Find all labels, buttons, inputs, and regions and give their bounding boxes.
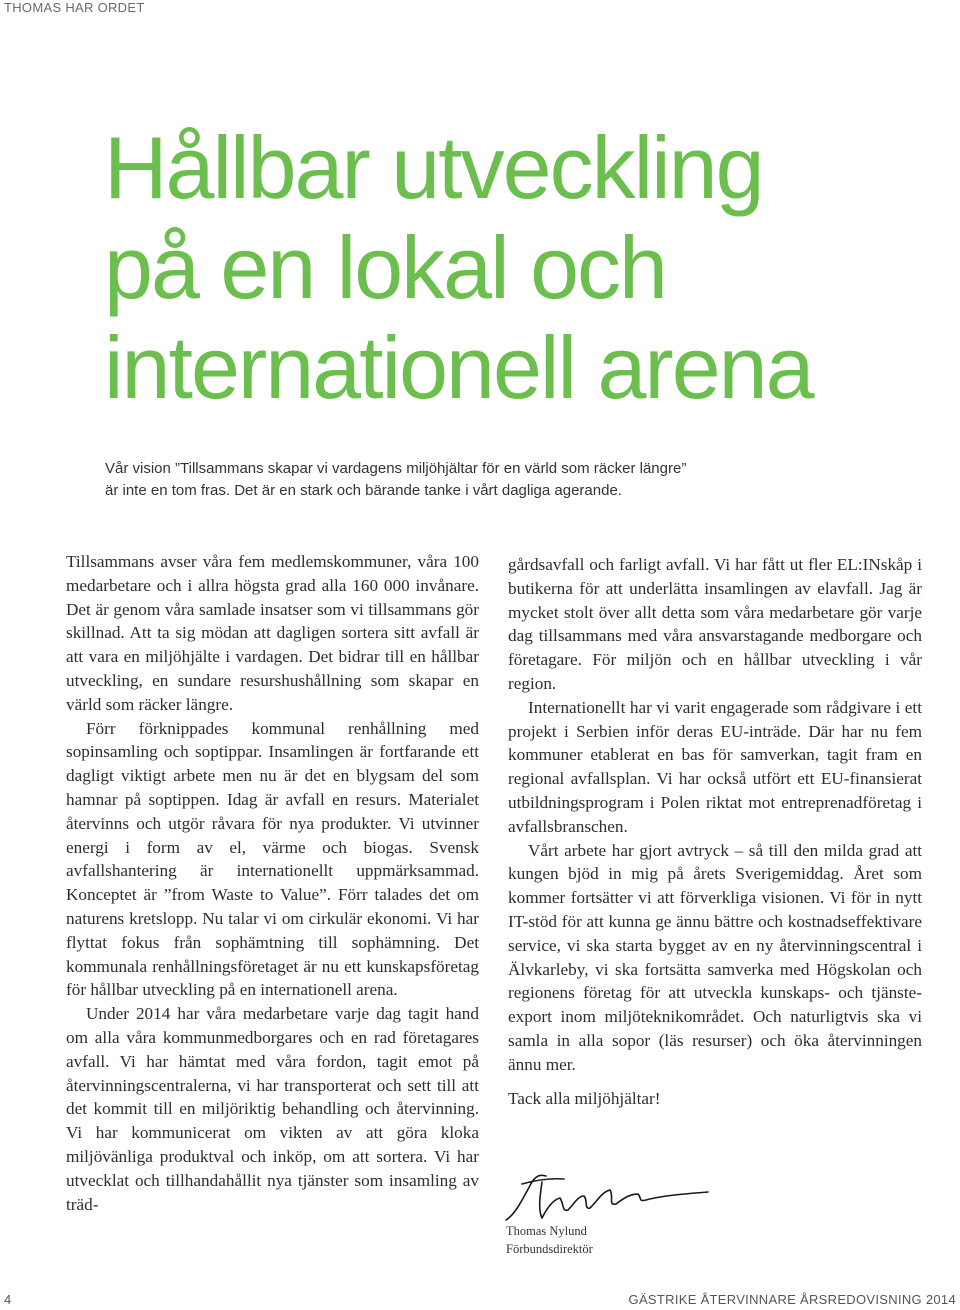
body-paragraph: Förr förknippades kommunal renhållning med sopinsamling och soptippar. Insamlingen är fortfarande ett dagligt viktigt arbete men nu är det en blygsam del som hamnar på soptippen. Idag är avfall en resurs. Materialet återvinns och utgör råvara för nya produkter. Vi utvinner energi i form av el, värme och biogas. Svensk avfallshantering är internationellt uppmärksammad. Konceptet är ”from Waste to Value”. Förr talades det om naturens kretslopp. Nu talar vi om cirkulär ekonomi. Vi har flyttat fokus från sophämtning till sophämning. Det kommunala renhållningsföretaget är nu ett kunskapsföretag för hållbar utveckling på en internationell arena. xyxy=(66,718,479,1000)
body-column-right xyxy=(508,553,922,1110)
intro-line-2: är inte en tom fras. Det är en stark och bärande tanke i vårt dagliga agerande. xyxy=(105,482,622,499)
signature-role: Förbundsdirektör xyxy=(506,1242,593,1256)
intro-line-1: Vår vision ”Tillsammans skapar vi vardagens miljöhjältar för en värld som räcker längre” xyxy=(105,460,687,477)
handwritten-signature xyxy=(502,1170,712,1228)
section-label: THOMAS HAR ORDET xyxy=(4,0,145,15)
body-paragraph: Internationellt har vi varit engagerade som rådgivare i ett projekt i Serbien inför deras EU-inträde. Där har nu fem kommuner etablerat en bas för samverkan, tagit fram en regional avfallsplan. Vi har också utfört ett EU-finansierat utbildningsprogram i Polen riktat mot entreprenadföretag i avfallsbranschen. xyxy=(508,697,922,836)
intro-text xyxy=(105,458,805,502)
title-line-1: Hållbar utveckling xyxy=(104,118,763,217)
body-paragraph: Vårt arbete har gjort avtryck – så till den milda grad att kungen bjöd in mig på årets Sverigemiddag. Året som kommer fortsätter vi att förverkliga visionen. Vi för in nytt IT-stöd för att kunna ge ännu bättre och kostnadseffektivare service, vi ska starta bygget av en ny återvinningscentral i Älvkarleby, vi ska fortsätta samverka med Högskolan och regionens företag för att utveckla kunskaps- och tjänsteexport inom miljöteknikområdet. Och naturligtvis ska vi samla in alla sopor (läs resurser) och öka återvinningen ännu mer. xyxy=(508,840,922,1074)
page-number: 4 xyxy=(4,1292,12,1307)
body-column-left xyxy=(66,550,479,1216)
body-paragraph: Tillsammans avser våra fem medlemskommuner, våra 100 medarbetare och i allra högsta grad alla 160 000 invånare. Det är genom våra samlade insatser som vi tillsammans gör skillnad. Att ta sig mödan att dagligen sortera sitt avfall är att vara en miljöhjälte i vardagen. Det bidrar till en hållbar utveckling, en sundare resurshushållning som skapar en värld som räcker längre. xyxy=(66,552,479,714)
signature-name: Thomas Nylund xyxy=(506,1224,587,1238)
page-title xyxy=(104,118,954,418)
title-line-2: på en lokal och xyxy=(104,218,666,317)
title-line-3: internationell arena xyxy=(104,318,813,417)
publication-footer: GÄSTRIKE ÅTERVINNARE ÅRSREDOVISNING 2014 xyxy=(628,1292,956,1307)
closing-line: Tack alla miljöhjältar! xyxy=(508,1088,661,1108)
body-paragraph: Under 2014 har våra medarbetare varje dag tagit hand om alla våra kommunmedborgares och en rad företagares avfall. Vi har hämtat med våra fordon, tagit emot på återvinningscentralerna, vi har transporterat och sett till att det kommit till en miljöriktig behandling och återvinning. Vi har kommunicerat om vikten av att göra kloka miljövänliga produktval och inköp, om att sortera. Vi har utvecklat och tillhandahållit nya tjänster som insamling av träd- xyxy=(66,1004,479,1214)
body-paragraph: gårdsavfall och farligt avfall. Vi har fått ut fler EL:INskåp i butikerna för att underlätta insamlingen av elavfall. Jag är mycket stolt över allt detta som våra medarbetare gör varje dag tillsammans med våra ansvarstagande medborgare och företagare. För miljön och en hållbar utveckling i vår region. xyxy=(508,555,922,693)
